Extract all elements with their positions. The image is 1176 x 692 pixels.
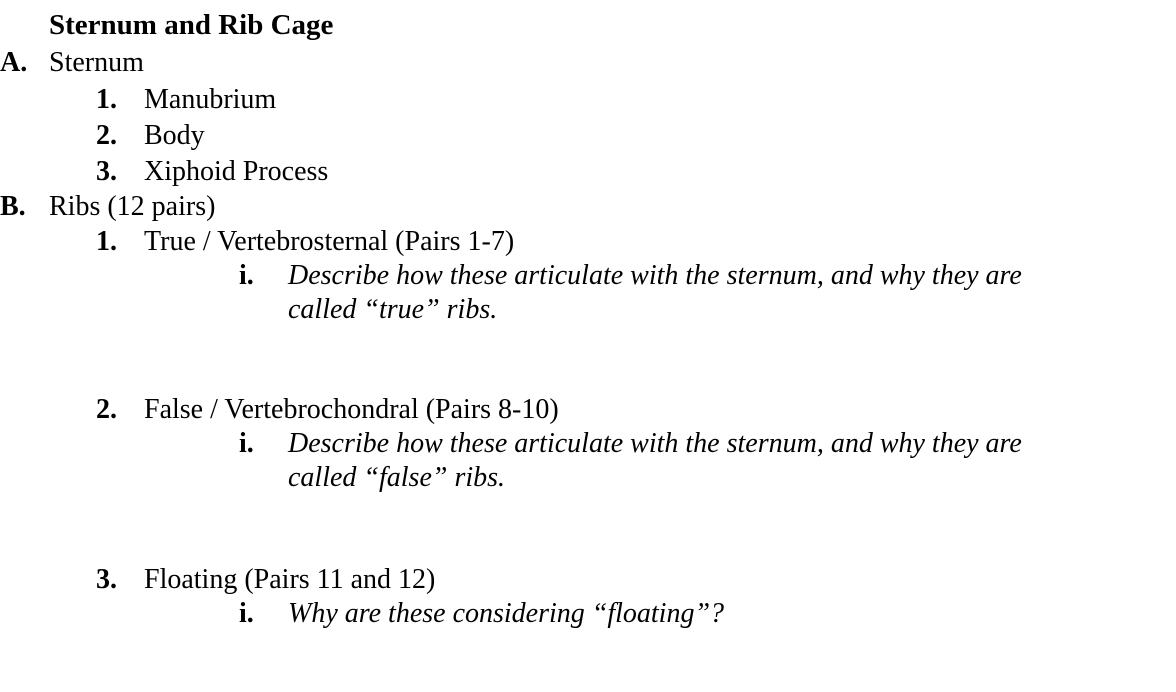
sternum-item-2-label: Body	[144, 120, 205, 151]
ribs-item-3-label: Floating (Pairs 11 and 12)	[144, 564, 436, 595]
sternum-item-1-marker: 1.	[96, 84, 117, 115]
ribs-item-2-question-marker: i.	[239, 428, 254, 459]
sternum-item-2-marker: 2.	[96, 120, 117, 151]
section-b-label: Ribs (12 pairs)	[49, 191, 216, 222]
section-a-label: Sternum	[49, 47, 144, 78]
sternum-item-1-label: Manubrium	[144, 84, 277, 115]
ribs-item-2-question-line2: called “false” ribs.	[288, 462, 506, 493]
document-title: Sternum and Rib Cage	[49, 9, 334, 41]
ribs-item-2-question-line1: Describe how these articulate with the sternum, and why they are	[288, 428, 1022, 459]
ribs-item-1-marker: 1.	[96, 226, 117, 257]
ribs-item-3-question-marker: i.	[239, 598, 254, 629]
ribs-item-3-marker: 3.	[96, 564, 117, 595]
ribs-item-1-question-marker: i.	[239, 260, 254, 291]
ribs-item-2-label: False / Vertebrochondral (Pairs 8-10)	[144, 394, 559, 425]
ribs-item-1-question-line2: called “true” ribs.	[288, 294, 498, 325]
ribs-item-1-label: True / Vertebrosternal (Pairs 1-7)	[144, 226, 515, 257]
ribs-item-1-question-line1: Describe how these articulate with the sternum, and why they are	[288, 260, 1022, 291]
ribs-item-2-marker: 2.	[96, 394, 117, 425]
sternum-item-3-marker: 3.	[96, 156, 117, 187]
ribs-item-3-question-line1: Why are these considering “floating”?	[288, 598, 725, 629]
section-a-marker: A.	[0, 47, 28, 78]
sternum-item-3-label: Xiphoid Process	[144, 156, 329, 187]
section-b-marker: B.	[0, 191, 26, 222]
